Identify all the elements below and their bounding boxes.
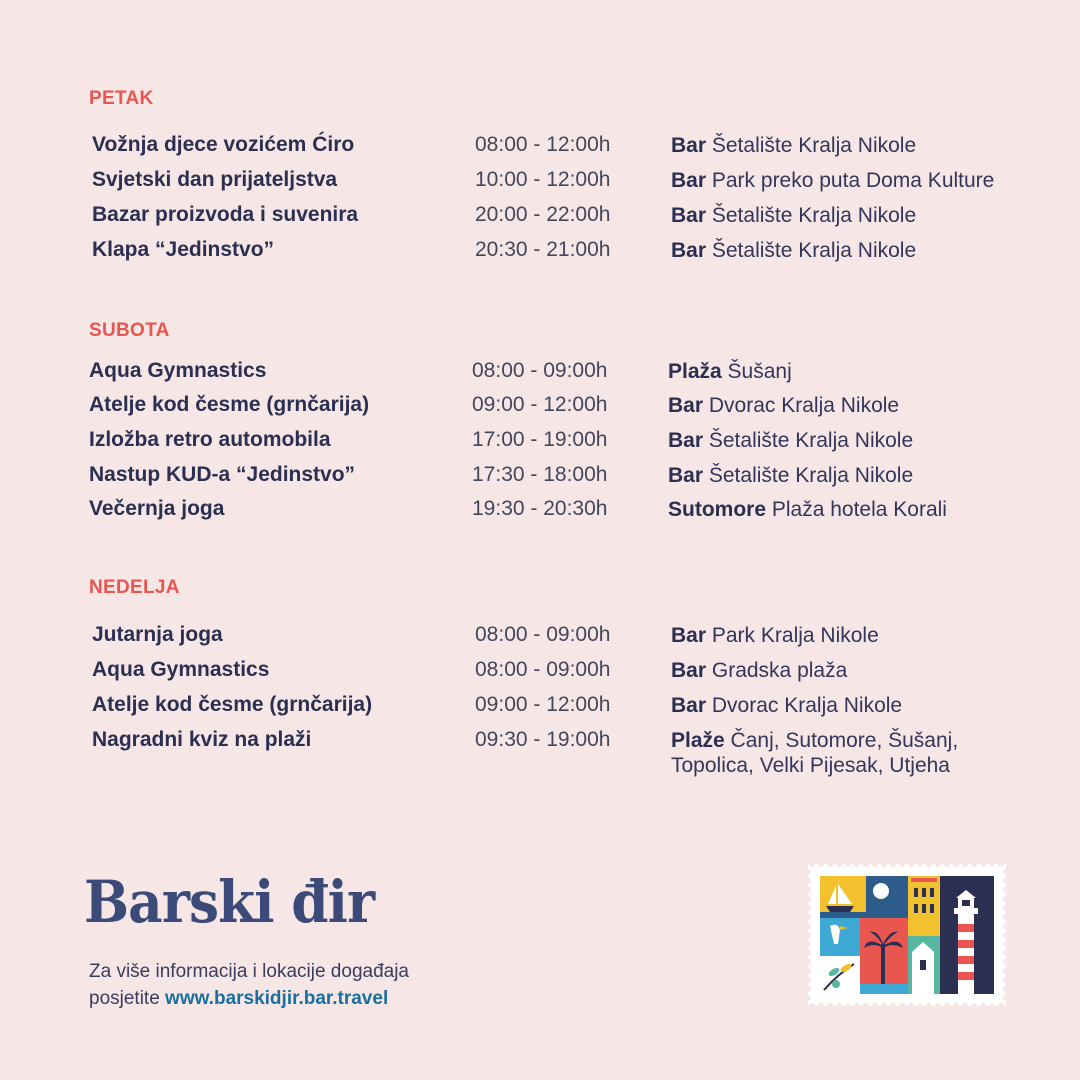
event-row [0, 658, 1080, 688]
location-city: Bar [668, 464, 704, 487]
event-location [671, 238, 916, 263]
event-name: Večernja joga [89, 497, 225, 520]
event-name: Aqua Gymnastics [92, 658, 270, 681]
event-location [671, 133, 916, 158]
location-place: Park preko puta Doma Kulture [711, 169, 995, 192]
section-title: PETAK [89, 88, 154, 109]
section-title: SUBOTA [89, 320, 170, 341]
event-name: Atelje kod česme (grnčarija) [92, 693, 373, 716]
location-place: Šetalište Kralja Nikole [708, 464, 914, 487]
event-location [671, 203, 916, 228]
location-place: Gradska plaža [711, 659, 848, 682]
location-place: Dvorac Kralja Nikole [708, 394, 900, 417]
location-city: Bar [668, 429, 704, 452]
location-city: Bar [668, 394, 704, 417]
event-name: Vožnja djece vozićem Ćiro [92, 133, 355, 156]
event-location [668, 497, 947, 522]
location-place: Park Kralja Nikole [711, 624, 879, 647]
event-time: 10:00 - 12:00h [475, 168, 611, 191]
event-location [671, 168, 994, 193]
location-city: Bar [671, 169, 707, 192]
event-name: Nagradni kviz na plaži [92, 728, 312, 751]
event-name: Aqua Gymnastics [89, 359, 267, 382]
location-city: Sutomore [668, 498, 767, 521]
event-row [0, 693, 1080, 723]
event-name: Svjetski dan prijateljstva [92, 168, 338, 191]
location-place: Šetalište Kralja Nikole [708, 429, 914, 452]
event-name: Jutarnja joga [92, 623, 223, 646]
location-city: Bar [671, 239, 707, 262]
location-city: Bar [671, 204, 707, 227]
event-name: Bazar proizvoda i suvenira [92, 203, 359, 226]
event-time: 09:00 - 12:00h [472, 393, 608, 416]
event-row [0, 623, 1080, 653]
location-city: Bar [671, 659, 707, 682]
event-row [0, 497, 1080, 527]
event-location [671, 693, 902, 718]
event-row [0, 428, 1080, 458]
event-time: 08:00 - 09:00h [472, 359, 608, 382]
location-place: Šušanj [727, 360, 792, 383]
event-name: Nastup KUD-a “Jedinstvo” [89, 463, 356, 486]
location-place: Šetalište Kralja Nikole [711, 204, 917, 227]
website-link[interactable]: www.barskidjir.bar.travel [165, 988, 389, 1009]
event-row [0, 133, 1080, 163]
event-location [671, 623, 879, 648]
event-name: Izložba retro automobila [89, 428, 331, 451]
event-time: 20:30 - 21:00h [475, 238, 611, 261]
location-city: Plaže [671, 729, 725, 752]
location-place-line2: Topolica, Velki Pijesak, Utjeha [671, 754, 950, 777]
event-location [668, 359, 792, 384]
location-city: Plaža [668, 360, 722, 383]
event-name: Atelje kod česme (grnčarija) [89, 393, 370, 416]
event-row [0, 238, 1080, 268]
location-place: Plaža hotela Korali [771, 498, 947, 521]
event-location [671, 658, 847, 683]
event-row [0, 168, 1080, 198]
event-row [0, 203, 1080, 233]
event-time: 20:00 - 22:00h [475, 203, 611, 226]
event-time: 17:00 - 19:00h [472, 428, 608, 451]
event-time: 17:30 - 18:00h [472, 463, 608, 486]
info-line1: Za više informacija i lokacije događaja [89, 961, 409, 982]
section-title: NEDELJA [89, 577, 180, 598]
info-prefix: posjetite [89, 988, 166, 1009]
event-time: 08:00 - 09:00h [475, 658, 611, 681]
location-place: Šetalište Kralja Nikole [711, 134, 917, 157]
location-city: Bar [671, 624, 707, 647]
event-time: 19:30 - 20:30h [472, 497, 608, 520]
event-location [671, 728, 958, 778]
location-place: Dvorac Kralja Nikole [711, 694, 903, 717]
location-place: Šetalište Kralja Nikole [711, 239, 917, 262]
event-name: Klapa “Jedinstvo” [92, 238, 275, 261]
event-location [668, 393, 899, 418]
barski-dir-logo: Barski đir [84, 868, 375, 936]
event-time: 08:00 - 12:00h [475, 133, 611, 156]
location-place: Čanj, Sutomore, Šušanj, [730, 729, 959, 752]
event-location [668, 463, 913, 488]
location-city: Bar [671, 694, 707, 717]
event-time: 08:00 - 09:00h [475, 623, 611, 646]
footer-info [89, 958, 409, 1012]
event-row [0, 463, 1080, 493]
event-location [668, 428, 913, 453]
info-line2 [89, 985, 409, 1012]
event-row [0, 393, 1080, 423]
event-time: 09:30 - 19:00h [475, 728, 611, 751]
event-row [0, 359, 1080, 389]
location-city: Bar [671, 134, 707, 157]
event-time: 09:00 - 12:00h [475, 693, 611, 716]
postage-stamp-illustration [808, 864, 1006, 1006]
event-row [0, 728, 1080, 784]
